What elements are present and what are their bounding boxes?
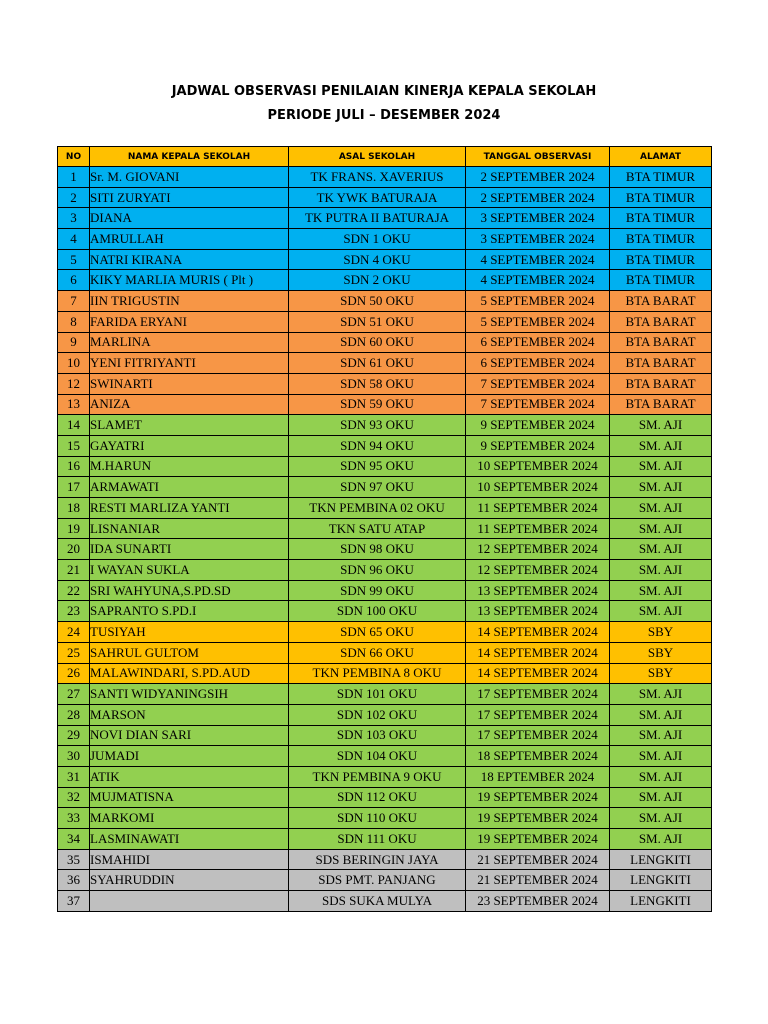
cell-name: SANTI WIDYANINGSIH xyxy=(90,684,289,705)
table-row xyxy=(58,187,712,208)
cell-school: SDN 101 OKU xyxy=(289,684,466,705)
cell-no: 13 xyxy=(58,394,90,415)
header-no: NO xyxy=(58,147,90,167)
cell-address: SM. AJI xyxy=(610,456,712,477)
cell-name: MALAWINDARI, S.PD.AUD xyxy=(90,663,289,684)
cell-no: 37 xyxy=(58,891,90,912)
cell-date: 19 SEPTEMBER 2024 xyxy=(466,829,610,850)
cell-date: 2 SEPTEMBER 2024 xyxy=(466,167,610,188)
cell-date: 7 SEPTEMBER 2024 xyxy=(466,394,610,415)
cell-name: I WAYAN SUKLA xyxy=(90,560,289,581)
cell-address: BTA BARAT xyxy=(610,291,712,312)
cell-no: 33 xyxy=(58,808,90,829)
table-row xyxy=(58,725,712,746)
cell-name: AMRULLAH xyxy=(90,229,289,250)
cell-date: 10 SEPTEMBER 2024 xyxy=(466,477,610,498)
cell-address: SBY xyxy=(610,663,712,684)
cell-name: MARSON xyxy=(90,704,289,725)
cell-no: 12 xyxy=(58,373,90,394)
cell-school: SDN 59 OKU xyxy=(289,394,466,415)
header-date: TANGGAL OBSERVASI xyxy=(466,147,610,167)
cell-no: 5 xyxy=(58,249,90,270)
cell-address: BTA BARAT xyxy=(610,394,712,415)
cell-school: SDN 100 OKU xyxy=(289,601,466,622)
cell-date: 10 SEPTEMBER 2024 xyxy=(466,456,610,477)
table-row xyxy=(58,167,712,188)
table-row xyxy=(58,291,712,312)
cell-address: SM. AJI xyxy=(610,560,712,581)
cell-name: ATIK xyxy=(90,766,289,787)
cell-no: 28 xyxy=(58,704,90,725)
cell-date: 11 SEPTEMBER 2024 xyxy=(466,498,610,519)
cell-school: SDS BERINGIN JAYA xyxy=(289,849,466,870)
cell-date: 17 SEPTEMBER 2024 xyxy=(466,725,610,746)
cell-no: 24 xyxy=(58,622,90,643)
cell-date: 11 SEPTEMBER 2024 xyxy=(466,518,610,539)
cell-name: SLAMET xyxy=(90,415,289,436)
cell-no: 27 xyxy=(58,684,90,705)
cell-school: SDN 102 OKU xyxy=(289,704,466,725)
table-row xyxy=(58,891,712,912)
cell-name: DIANA xyxy=(90,208,289,229)
cell-school: SDN 112 OKU xyxy=(289,787,466,808)
cell-date: 21 SEPTEMBER 2024 xyxy=(466,870,610,891)
cell-no: 16 xyxy=(58,456,90,477)
cell-school: SDN 50 OKU xyxy=(289,291,466,312)
cell-date: 2 SEPTEMBER 2024 xyxy=(466,187,610,208)
table-row xyxy=(58,394,712,415)
table-row xyxy=(58,870,712,891)
cell-address: SM. AJI xyxy=(610,415,712,436)
table-row xyxy=(58,704,712,725)
table-row xyxy=(58,808,712,829)
table-row xyxy=(58,539,712,560)
cell-no: 35 xyxy=(58,849,90,870)
cell-school: TKN SATU ATAP xyxy=(289,518,466,539)
cell-date: 23 SEPTEMBER 2024 xyxy=(466,891,610,912)
cell-name: MARKOMI xyxy=(90,808,289,829)
cell-address: SM. AJI xyxy=(610,601,712,622)
cell-no: 1 xyxy=(58,167,90,188)
table-header-row xyxy=(58,147,712,167)
cell-school: SDN 104 OKU xyxy=(289,746,466,767)
cell-school: SDN 51 OKU xyxy=(289,311,466,332)
cell-no: 17 xyxy=(58,477,90,498)
cell-no: 14 xyxy=(58,415,90,436)
header-school: ASAL SEKOLAH xyxy=(289,147,466,167)
cell-name: SAPRANTO S.PD.I xyxy=(90,601,289,622)
table-row xyxy=(58,746,712,767)
cell-name: Sr. M. GIOVANI xyxy=(90,167,289,188)
cell-school: SDN 103 OKU xyxy=(289,725,466,746)
cell-address: LENGKITI xyxy=(610,849,712,870)
table-row xyxy=(58,518,712,539)
cell-school: SDN 94 OKU xyxy=(289,435,466,456)
cell-name: SWINARTI xyxy=(90,373,289,394)
table-row xyxy=(58,849,712,870)
cell-no: 2 xyxy=(58,187,90,208)
cell-name: JUMADI xyxy=(90,746,289,767)
cell-name: ISMAHIDI xyxy=(90,849,289,870)
cell-address: SBY xyxy=(610,622,712,643)
cell-address: LENGKITI xyxy=(610,891,712,912)
cell-address: SM. AJI xyxy=(610,539,712,560)
cell-no: 21 xyxy=(58,560,90,581)
cell-school: SDS PMT. PANJANG xyxy=(289,870,466,891)
cell-school: TK PUTRA II BATURAJA xyxy=(289,208,466,229)
cell-no: 7 xyxy=(58,291,90,312)
cell-name: SYAHRUDDIN xyxy=(90,870,289,891)
table-row xyxy=(58,456,712,477)
cell-name: MUJMATISNA xyxy=(90,787,289,808)
cell-school: SDN 93 OKU xyxy=(289,415,466,436)
table-row xyxy=(58,229,712,250)
document-subtitle: PERIODE JULI – DESEMBER 2024 xyxy=(267,108,501,123)
cell-name: ARMAWATI xyxy=(90,477,289,498)
cell-name: LISNANIAR xyxy=(90,518,289,539)
cell-address: BTA TIMUR xyxy=(610,249,712,270)
cell-name: SAHRUL GULTOM xyxy=(90,642,289,663)
cell-name: M.HARUN xyxy=(90,456,289,477)
cell-date: 9 SEPTEMBER 2024 xyxy=(466,415,610,436)
cell-no: 23 xyxy=(58,601,90,622)
cell-school: SDN 96 OKU xyxy=(289,560,466,581)
cell-name: TUSIYAH xyxy=(90,622,289,643)
cell-address: BTA BARAT xyxy=(610,332,712,353)
table-row xyxy=(58,353,712,374)
cell-no: 25 xyxy=(58,642,90,663)
cell-no: 20 xyxy=(58,539,90,560)
cell-address: SM. AJI xyxy=(610,435,712,456)
cell-no: 36 xyxy=(58,870,90,891)
cell-date: 3 SEPTEMBER 2024 xyxy=(466,229,610,250)
cell-name xyxy=(90,891,289,912)
cell-no: 22 xyxy=(58,580,90,601)
cell-no: 3 xyxy=(58,208,90,229)
cell-school: SDN 95 OKU xyxy=(289,456,466,477)
document-title: JADWAL OBSERVASI PENILAIAN KINERJA KEPALA SEKOLAH xyxy=(171,84,597,99)
cell-date: 14 SEPTEMBER 2024 xyxy=(466,622,610,643)
cell-school: SDN 66 OKU xyxy=(289,642,466,663)
cell-address: SM. AJI xyxy=(610,787,712,808)
cell-school: SDN 60 OKU xyxy=(289,332,466,353)
cell-name: KIKY MARLIA MURIS ( Plt ) xyxy=(90,270,289,291)
cell-school: SDN 1 OKU xyxy=(289,229,466,250)
table-row xyxy=(58,766,712,787)
cell-date: 7 SEPTEMBER 2024 xyxy=(466,373,610,394)
cell-school: SDN 61 OKU xyxy=(289,353,466,374)
header-name: NAMA KEPALA SEKOLAH xyxy=(90,147,289,167)
cell-name: NOVI DIAN SARI xyxy=(90,725,289,746)
table-row xyxy=(58,560,712,581)
cell-date: 13 SEPTEMBER 2024 xyxy=(466,580,610,601)
cell-no: 29 xyxy=(58,725,90,746)
cell-address: SM. AJI xyxy=(610,704,712,725)
cell-name: IIN TRIGUSTIN xyxy=(90,291,289,312)
cell-date: 5 SEPTEMBER 2024 xyxy=(466,291,610,312)
cell-address: SM. AJI xyxy=(610,808,712,829)
cell-date: 6 SEPTEMBER 2024 xyxy=(466,353,610,374)
cell-name: MARLINA xyxy=(90,332,289,353)
cell-name: YENI FITRIYANTI xyxy=(90,353,289,374)
cell-no: 32 xyxy=(58,787,90,808)
cell-school: TK YWK BATURAJA xyxy=(289,187,466,208)
cell-name: ANIZA xyxy=(90,394,289,415)
table-row xyxy=(58,787,712,808)
cell-date: 18 SEPTEMBER 2024 xyxy=(466,746,610,767)
cell-address: SM. AJI xyxy=(610,477,712,498)
cell-no: 10 xyxy=(58,353,90,374)
cell-date: 4 SEPTEMBER 2024 xyxy=(466,270,610,291)
cell-date: 12 SEPTEMBER 2024 xyxy=(466,560,610,581)
cell-address: SM. AJI xyxy=(610,829,712,850)
cell-address: SM. AJI xyxy=(610,766,712,787)
cell-school: TK FRANS. XAVERIUS xyxy=(289,167,466,188)
cell-school: SDN 2 OKU xyxy=(289,270,466,291)
table-row xyxy=(58,415,712,436)
table-row xyxy=(58,332,712,353)
cell-date: 21 SEPTEMBER 2024 xyxy=(466,849,610,870)
cell-no: 26 xyxy=(58,663,90,684)
cell-address: SM. AJI xyxy=(610,518,712,539)
cell-address: SM. AJI xyxy=(610,725,712,746)
table-row xyxy=(58,663,712,684)
table-row xyxy=(58,435,712,456)
cell-date: 9 SEPTEMBER 2024 xyxy=(466,435,610,456)
cell-no: 31 xyxy=(58,766,90,787)
cell-address: BTA TIMUR xyxy=(610,270,712,291)
table-row xyxy=(58,684,712,705)
cell-school: SDN 4 OKU xyxy=(289,249,466,270)
cell-date: 14 SEPTEMBER 2024 xyxy=(466,642,610,663)
cell-name: FARIDA ERYANI xyxy=(90,311,289,332)
cell-no: 18 xyxy=(58,498,90,519)
cell-school: SDN 97 OKU xyxy=(289,477,466,498)
cell-name: SRI WAHYUNA,S.PD.SD xyxy=(90,580,289,601)
cell-school: TKN PEMBINA 9 OKU xyxy=(289,766,466,787)
cell-address: BTA BARAT xyxy=(610,353,712,374)
table-row xyxy=(58,311,712,332)
cell-no: 4 xyxy=(58,229,90,250)
table-row xyxy=(58,477,712,498)
cell-address: BTA BARAT xyxy=(610,311,712,332)
cell-address: SM. AJI xyxy=(610,684,712,705)
cell-address: LENGKITI xyxy=(610,870,712,891)
cell-date: 12 SEPTEMBER 2024 xyxy=(466,539,610,560)
cell-address: SM. AJI xyxy=(610,498,712,519)
cell-address: BTA BARAT xyxy=(610,373,712,394)
table-row xyxy=(58,829,712,850)
cell-no: 9 xyxy=(58,332,90,353)
cell-school: TKN PEMBINA 8 OKU xyxy=(289,663,466,684)
table-row xyxy=(58,642,712,663)
table-body xyxy=(58,167,712,912)
table-row xyxy=(58,270,712,291)
cell-address: BTA TIMUR xyxy=(610,208,712,229)
table-row xyxy=(58,373,712,394)
cell-date: 6 SEPTEMBER 2024 xyxy=(466,332,610,353)
cell-no: 19 xyxy=(58,518,90,539)
cell-school: SDN 99 OKU xyxy=(289,580,466,601)
cell-name: IDA SUNARTI xyxy=(90,539,289,560)
table-row xyxy=(58,622,712,643)
cell-no: 6 xyxy=(58,270,90,291)
cell-school: TKN PEMBINA 02 OKU xyxy=(289,498,466,519)
cell-date: 17 SEPTEMBER 2024 xyxy=(466,704,610,725)
cell-date: 14 SEPTEMBER 2024 xyxy=(466,663,610,684)
cell-address: BTA TIMUR xyxy=(610,187,712,208)
cell-school: SDS SUKA MULYA xyxy=(289,891,466,912)
cell-name: NATRI KIRANA xyxy=(90,249,289,270)
table-row xyxy=(58,601,712,622)
table-row xyxy=(58,249,712,270)
cell-name: GAYATRI xyxy=(90,435,289,456)
cell-name: SITI ZURYATI xyxy=(90,187,289,208)
cell-school: SDN 58 OKU xyxy=(289,373,466,394)
cell-address: SBY xyxy=(610,642,712,663)
cell-no: 8 xyxy=(58,311,90,332)
cell-date: 18 EPTEMBER 2024 xyxy=(466,766,610,787)
cell-address: SM. AJI xyxy=(610,746,712,767)
cell-date: 19 SEPTEMBER 2024 xyxy=(466,787,610,808)
cell-address: BTA TIMUR xyxy=(610,229,712,250)
cell-date: 4 SEPTEMBER 2024 xyxy=(466,249,610,270)
cell-date: 13 SEPTEMBER 2024 xyxy=(466,601,610,622)
cell-school: SDN 110 OKU xyxy=(289,808,466,829)
cell-name: RESTI MARLIZA YANTI xyxy=(90,498,289,519)
cell-no: 30 xyxy=(58,746,90,767)
cell-address: SM. AJI xyxy=(610,580,712,601)
header-address: ALAMAT xyxy=(610,147,712,167)
cell-date: 19 SEPTEMBER 2024 xyxy=(466,808,610,829)
cell-address: BTA TIMUR xyxy=(610,167,712,188)
table-row xyxy=(58,580,712,601)
cell-no: 15 xyxy=(58,435,90,456)
table-row xyxy=(58,498,712,519)
cell-date: 5 SEPTEMBER 2024 xyxy=(466,311,610,332)
cell-date: 3 SEPTEMBER 2024 xyxy=(466,208,610,229)
cell-school: SDN 98 OKU xyxy=(289,539,466,560)
cell-school: SDN 65 OKU xyxy=(289,622,466,643)
cell-no: 34 xyxy=(58,829,90,850)
cell-name: LASMINAWATI xyxy=(90,829,289,850)
cell-school: SDN 111 OKU xyxy=(289,829,466,850)
table-row xyxy=(58,208,712,229)
schedule-table xyxy=(57,146,712,912)
cell-date: 17 SEPTEMBER 2024 xyxy=(466,684,610,705)
